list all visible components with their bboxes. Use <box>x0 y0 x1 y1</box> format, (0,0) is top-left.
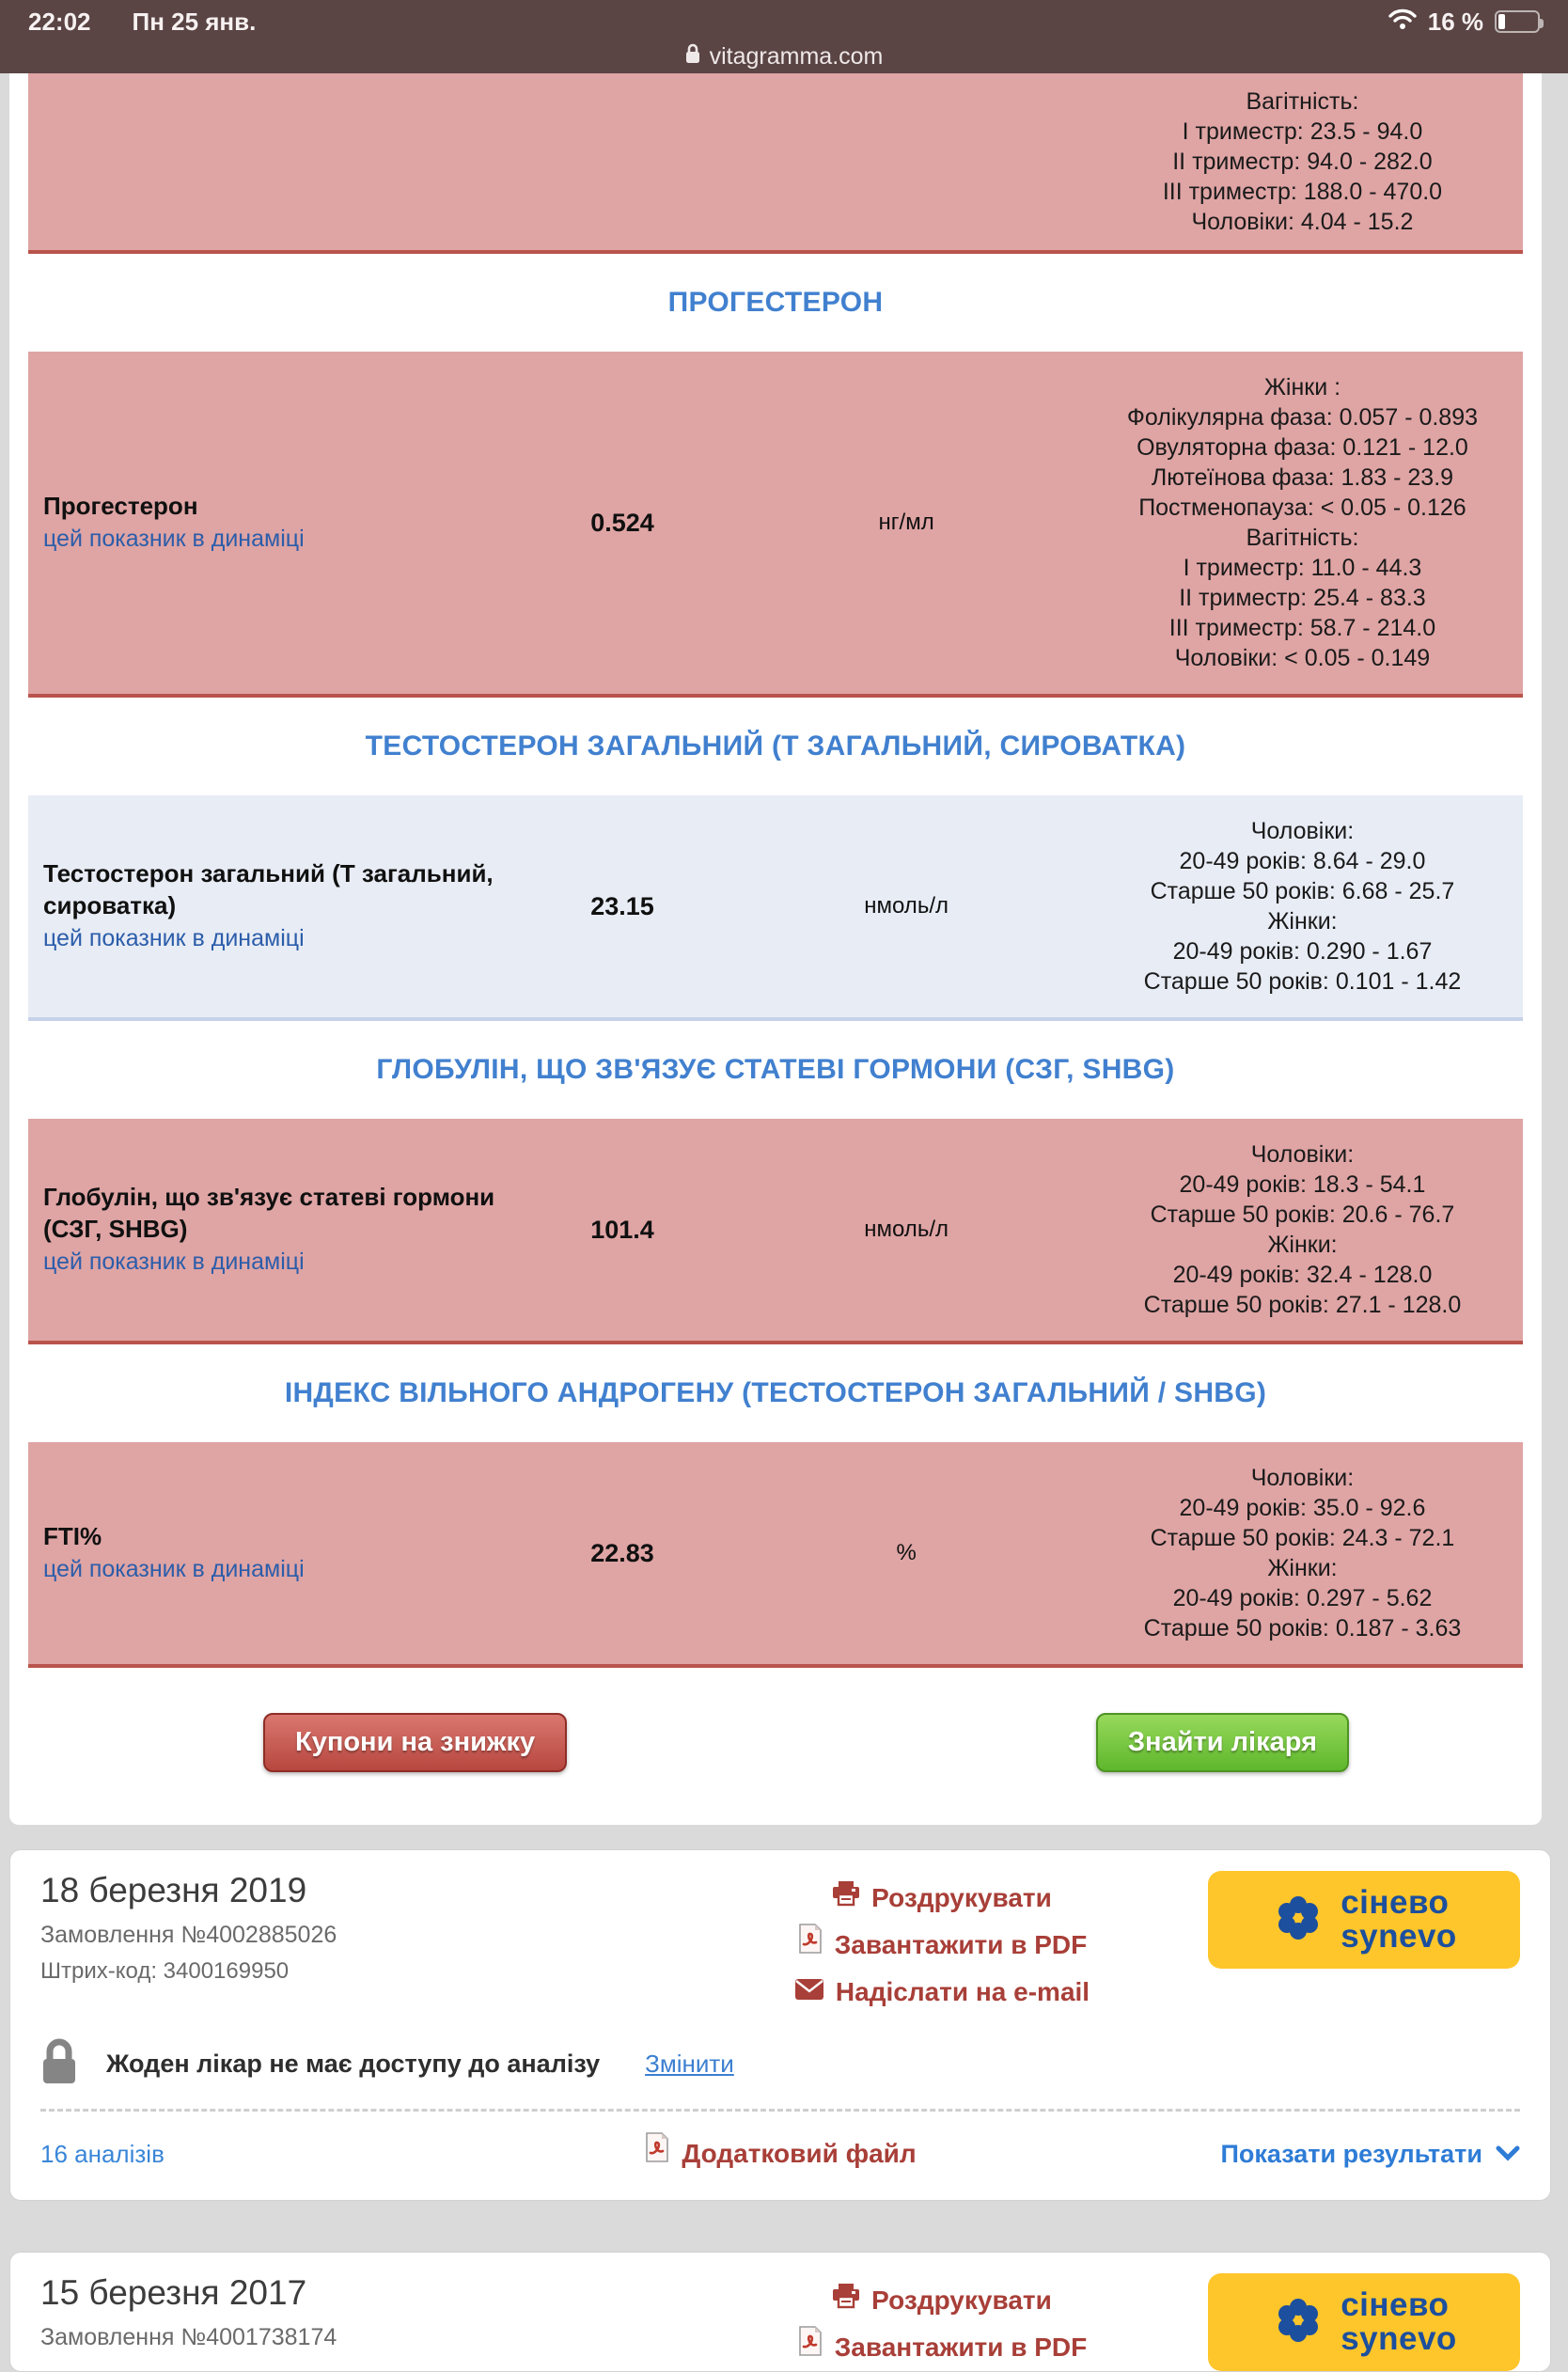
download-pdf-link[interactable] <box>721 2324 1163 2371</box>
analyte-name: Глобулін, що зв'язує статеві гормони (СЗГ, SHBG) <box>43 1183 495 1243</box>
range-line: Лютеїнова фаза: 1.83 - 23.9 <box>1151 464 1454 491</box>
dynamics-link[interactable]: цей показник в динаміці <box>43 925 305 951</box>
analyte-value: 101.4 <box>590 1215 654 1244</box>
order-number: Замовлення №4001738174 <box>40 2324 337 2350</box>
order-number: Замовлення №4002885026 <box>40 1922 337 1948</box>
order-actions <box>721 1871 1163 2016</box>
range-line: Вагітність: <box>1246 88 1359 115</box>
range-line: Чоловіки: <box>1250 1465 1355 1491</box>
order-card-bottom <box>40 2112 1520 2200</box>
order-actions <box>721 2273 1163 2371</box>
sections-root <box>28 73 1523 1668</box>
coupons-button[interactable]: Купони на знижку <box>263 1713 567 1772</box>
analyte-name: Тестостерон загальний (Т загальний, сироватка) <box>43 859 494 919</box>
range-line: Чоловіки: 4.04 - 15.2 <box>1191 209 1414 235</box>
analyte-name-cell <box>28 1520 514 1586</box>
section-heading: ТЕСТОСТЕРОН ЗАГАЛЬНИЙ (Т ЗАГАЛЬНИЙ, СИРОВАТКА) <box>365 730 1186 762</box>
range-line: Овуляторна фаза: 0.121 - 12.0 <box>1137 434 1468 461</box>
analyte-value: 23.15 <box>590 891 654 920</box>
action-label: Завантажити в PDF <box>834 1930 1088 1959</box>
download-pdf-link[interactable] <box>721 1922 1163 1969</box>
action-label: Роздрукувати <box>871 2286 1052 2315</box>
range-line: Вагітність: <box>1246 525 1359 551</box>
range-line: Старше 50 років: 0.101 - 1.42 <box>1143 968 1462 995</box>
analyte-value: 0.524 <box>590 508 654 537</box>
range-line: ІІ триместр: 94.0 - 282.0 <box>1172 149 1433 175</box>
range-line: Чоловіки: < 0.05 - 0.149 <box>1174 645 1431 671</box>
analyte-name: FTI% <box>43 1522 102 1550</box>
print-link[interactable] <box>721 2277 1163 2324</box>
battery-percent: 16 % <box>1427 7 1483 36</box>
result-row <box>28 1442 1523 1668</box>
dynamics-link[interactable]: цей показник в динаміці <box>43 526 305 552</box>
analyses-count-link[interactable]: 16 аналізів <box>40 2139 165 2168</box>
order-date: 15 березня 2017 <box>40 2273 307 2312</box>
pdf-icon <box>797 2324 823 2371</box>
doctor-access-row <box>40 2038 1520 2090</box>
synevo-logo <box>1208 2273 1520 2371</box>
reference-ranges <box>1082 810 1523 1002</box>
cards-root <box>0 1849 1568 2372</box>
synevo-logo-text <box>1341 1886 1457 1954</box>
range-line: Старше 50 років: 6.68 - 25.7 <box>1150 878 1455 904</box>
order-barcode: Штрих-код: 3400169950 <box>40 1958 290 1984</box>
reference-ranges <box>1082 367 1523 679</box>
synevo-flower-icon <box>1271 1891 1325 1950</box>
range-line: І триместр: 23.5 - 94.0 <box>1182 118 1423 145</box>
range-line: ІІІ триместр: 188.0 - 470.0 <box>1162 179 1443 205</box>
range-line: ІІІ триместр: 58.7 - 214.0 <box>1168 615 1436 641</box>
print-link[interactable] <box>721 1875 1163 1922</box>
analyte-unit: нмоль/л <box>864 893 949 919</box>
analyte-unit: % <box>896 1540 917 1565</box>
analyte-name-cell <box>28 857 514 955</box>
range-line: ІІ триместр: 25.4 - 83.3 <box>1179 585 1426 611</box>
battery-icon <box>1495 10 1540 33</box>
order-card-top <box>40 2273 1520 2371</box>
analyte-name: Прогестерон <box>43 492 198 520</box>
section-heading: ГЛОБУЛІН, ЩО ЗВ'ЯЗУЄ СТАТЕВІ ГОРМОНИ (СЗГ, SHBG) <box>376 1054 1175 1085</box>
analyte-unit: нг/мл <box>878 510 934 535</box>
order-info <box>40 2273 721 2371</box>
range-line: Старше 50 років: 0.187 - 3.63 <box>1143 1615 1462 1642</box>
range-line: 20-49 років: 18.3 - 54.1 <box>1179 1171 1426 1198</box>
reference-ranges <box>1082 1134 1523 1326</box>
url-bar[interactable] <box>0 39 1568 73</box>
synevo-text-cyrillic: сінево <box>1341 1884 1450 1921</box>
doctor-access-text: Жоден лікар не має доступу до аналізу <box>106 2050 601 2078</box>
section-heading: ІНДЕКС ВІЛЬНОГО АНДРОГЕНУ (ТЕСТОСТЕРОН ЗАГАЛЬНИЙ / SHBG) <box>284 1377 1267 1408</box>
range-line: І триместр: 11.0 - 44.3 <box>1183 555 1422 581</box>
buttons-row <box>28 1713 1523 1772</box>
range-line: 20-49 років: 0.290 - 1.67 <box>1172 938 1433 965</box>
status-time: 22:02 <box>28 7 91 36</box>
show-results-label: Показати результати <box>1220 2139 1482 2168</box>
synevo-text-latin: synevo <box>1341 1918 1457 1955</box>
result-row <box>28 352 1523 698</box>
find-doctor-button[interactable]: Знайти лікаря <box>1096 1713 1349 1772</box>
range-line: Старше 50 років: 24.3 - 72.1 <box>1150 1525 1455 1551</box>
url-domain: vitagramma.com <box>709 42 884 70</box>
order-card <box>9 2252 1551 2372</box>
wifi-icon <box>1388 8 1417 37</box>
analyte-unit: нмоль/л <box>864 1217 949 1242</box>
synevo-text-latin: synevo <box>1341 2320 1457 2357</box>
reference-ranges <box>1082 1457 1523 1649</box>
range-line: 20-49 років: 0.297 - 5.62 <box>1172 1585 1433 1611</box>
lock-icon <box>685 43 700 71</box>
range-line: Жінки: <box>1267 1232 1338 1258</box>
range-line: 20-49 років: 35.0 - 92.6 <box>1179 1495 1426 1521</box>
logo-area <box>1163 2273 1520 2371</box>
result-row <box>28 795 1523 1021</box>
pdf-icon <box>644 2130 670 2177</box>
analyte-name-cell <box>28 1181 514 1279</box>
synevo-text-cyrillic: сінево <box>1341 2286 1450 2323</box>
status-date: Пн 25 янв. <box>132 7 257 36</box>
action-label: Завантажити в PDF <box>834 2333 1088 2362</box>
synevo-flower-icon <box>1271 2293 1325 2352</box>
printer-icon <box>832 1875 860 1922</box>
synevo-logo-text <box>1341 2288 1457 2356</box>
range-line: Постменопауза: < 0.05 - 0.126 <box>1138 495 1466 521</box>
extra-file-label: Додатковий файл <box>682 2139 917 2168</box>
reference-ranges <box>1082 81 1523 243</box>
status-bar <box>0 0 1568 39</box>
email-icon <box>794 1969 824 2016</box>
range-line: Старше 50 років: 27.1 - 128.0 <box>1143 1292 1462 1318</box>
range-line: 20-49 років: 32.4 - 128.0 <box>1172 1262 1433 1288</box>
synevo-logo <box>1208 1871 1520 1969</box>
order-card <box>9 1849 1551 2201</box>
padlock-icon <box>40 2038 78 2090</box>
range-line: Жінки : <box>1263 374 1341 401</box>
extra-file-link[interactable] <box>644 2130 916 2177</box>
range-line: Чоловіки: <box>1250 818 1355 844</box>
send-email-link[interactable] <box>721 1969 1163 2016</box>
order-info <box>40 1871 721 2016</box>
show-results-link[interactable] <box>1151 2140 1521 2169</box>
action-label: Роздрукувати <box>871 1883 1052 1912</box>
range-line: Фолікулярна фаза: 0.057 - 0.893 <box>1126 404 1479 431</box>
chevron-down-icon <box>1496 2140 1520 2169</box>
results-container <box>9 73 1542 1825</box>
result-row <box>28 1119 1523 1344</box>
range-line: Жінки: <box>1267 1555 1338 1581</box>
range-line: Чоловіки: <box>1250 1141 1355 1168</box>
dynamics-link[interactable]: цей показник в динаміці <box>43 1556 305 1582</box>
analyte-name-cell <box>28 490 514 556</box>
result-row-partial <box>28 73 1523 254</box>
range-line: Старше 50 років: 20.6 - 76.7 <box>1150 1202 1455 1228</box>
order-date: 18 березня 2019 <box>40 1871 307 1909</box>
dynamics-link[interactable]: цей показник в динаміці <box>43 1249 305 1275</box>
order-card-top <box>40 1871 1520 2016</box>
pdf-icon <box>797 1922 823 1969</box>
section-heading: ПРОГЕСТЕРОН <box>667 287 884 318</box>
range-line: 20-49 років: 8.64 - 29.0 <box>1179 848 1426 874</box>
action-label: Надіслати на e-mail <box>835 1977 1090 2006</box>
analyte-value: 22.83 <box>590 1538 654 1567</box>
change-access-link[interactable]: Змінити <box>645 2050 734 2078</box>
range-line: Жінки: <box>1267 908 1338 935</box>
printer-icon <box>832 2277 860 2324</box>
logo-area <box>1163 1871 1520 2016</box>
